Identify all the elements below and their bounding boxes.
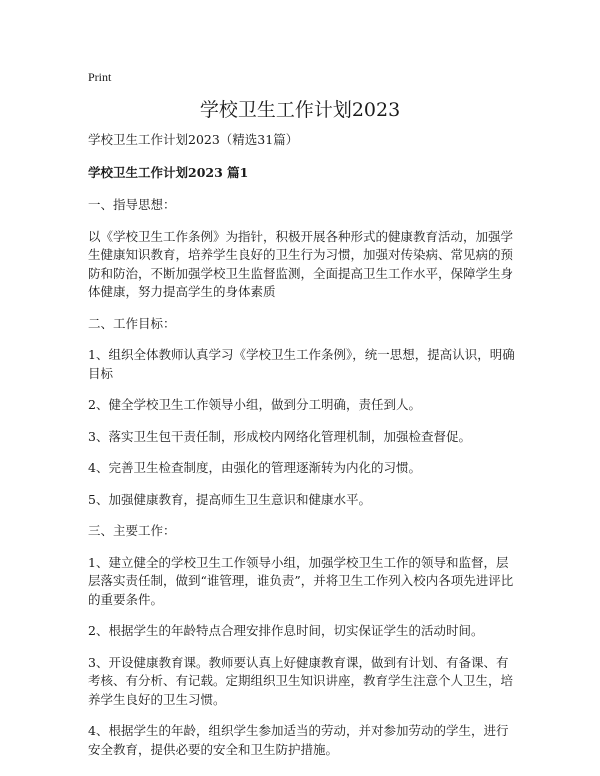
goal-item-3: 3、落实卫生包干责任制，形成校内网络化管理机制，加强检查督促。 <box>88 428 471 444</box>
heading-guiding-thought: 一、指导思想： <box>88 197 176 212</box>
print-link[interactable]: Print <box>88 70 112 84</box>
work-item-1: 1、建立健全的学校卫生工作领导小组，加强学校卫生工作的领导和监督，层层落实责任制，做到“谁管理，谁负责”，并将卫生工作列入校内各项先进评比的重要条件。 <box>88 554 514 607</box>
goal-item-1: 1、组织全体教师认真学习《学校卫生工作条例》，统一思想，提高认识，明确目标 <box>88 347 515 381</box>
document-subtitle: 学校卫生工作计划2023（精选31篇） <box>88 132 299 147</box>
section-heading: 学校卫生工作计划2023 篇1 <box>88 164 249 180</box>
paragraph-guiding-thought: 以《学校卫生工作条例》为指针，积极开展各种形式的健康教育活动，加强学生健康知识教育，培养学生良好的卫生行为习惯，加强对传染病、常见病的预防和防治，不断加强学校卫生监督监测，全面提高卫生工作水平，保障学生身体健康，努力提高学生的身体素质 <box>88 228 514 299</box>
work-item-4: 4、根据学生的年龄，组织学生参加适当的劳动，并对参加劳动的学生，进行安全教育，提供必要的安全和卫生防护措施。 <box>88 723 509 757</box>
document-body <box>88 131 518 772</box>
work-item-2: 2、根据学生的年龄特点合理安排作息时间，切实保证学生的活动时间。 <box>88 623 484 638</box>
heading-main-work: 三、主要工作： <box>88 523 176 538</box>
goal-item-4: 4、完善卫生检查制度，由强化的管理逐渐转为内化的习惯。 <box>88 460 421 475</box>
heading-work-goals: 二、工作目标： <box>88 315 176 331</box>
goal-item-5: 5、加强健康教育，提高师生卫生意识和健康水平。 <box>88 491 371 507</box>
document-title: 学校卫生工作计划2023 <box>199 99 401 121</box>
work-item-3: 3、开设健康教育课。教师要认真上好健康教育课，做到有计划、有备课、有考核、有分析、有记载。定期组织卫生知识讲座，教育学生注意个人卫生，培养学生良好的卫生习惯。 <box>88 654 514 707</box>
goal-item-2: 2、健全学校卫生工作领导小组，做到分工明确，责任到人。 <box>88 397 421 412</box>
